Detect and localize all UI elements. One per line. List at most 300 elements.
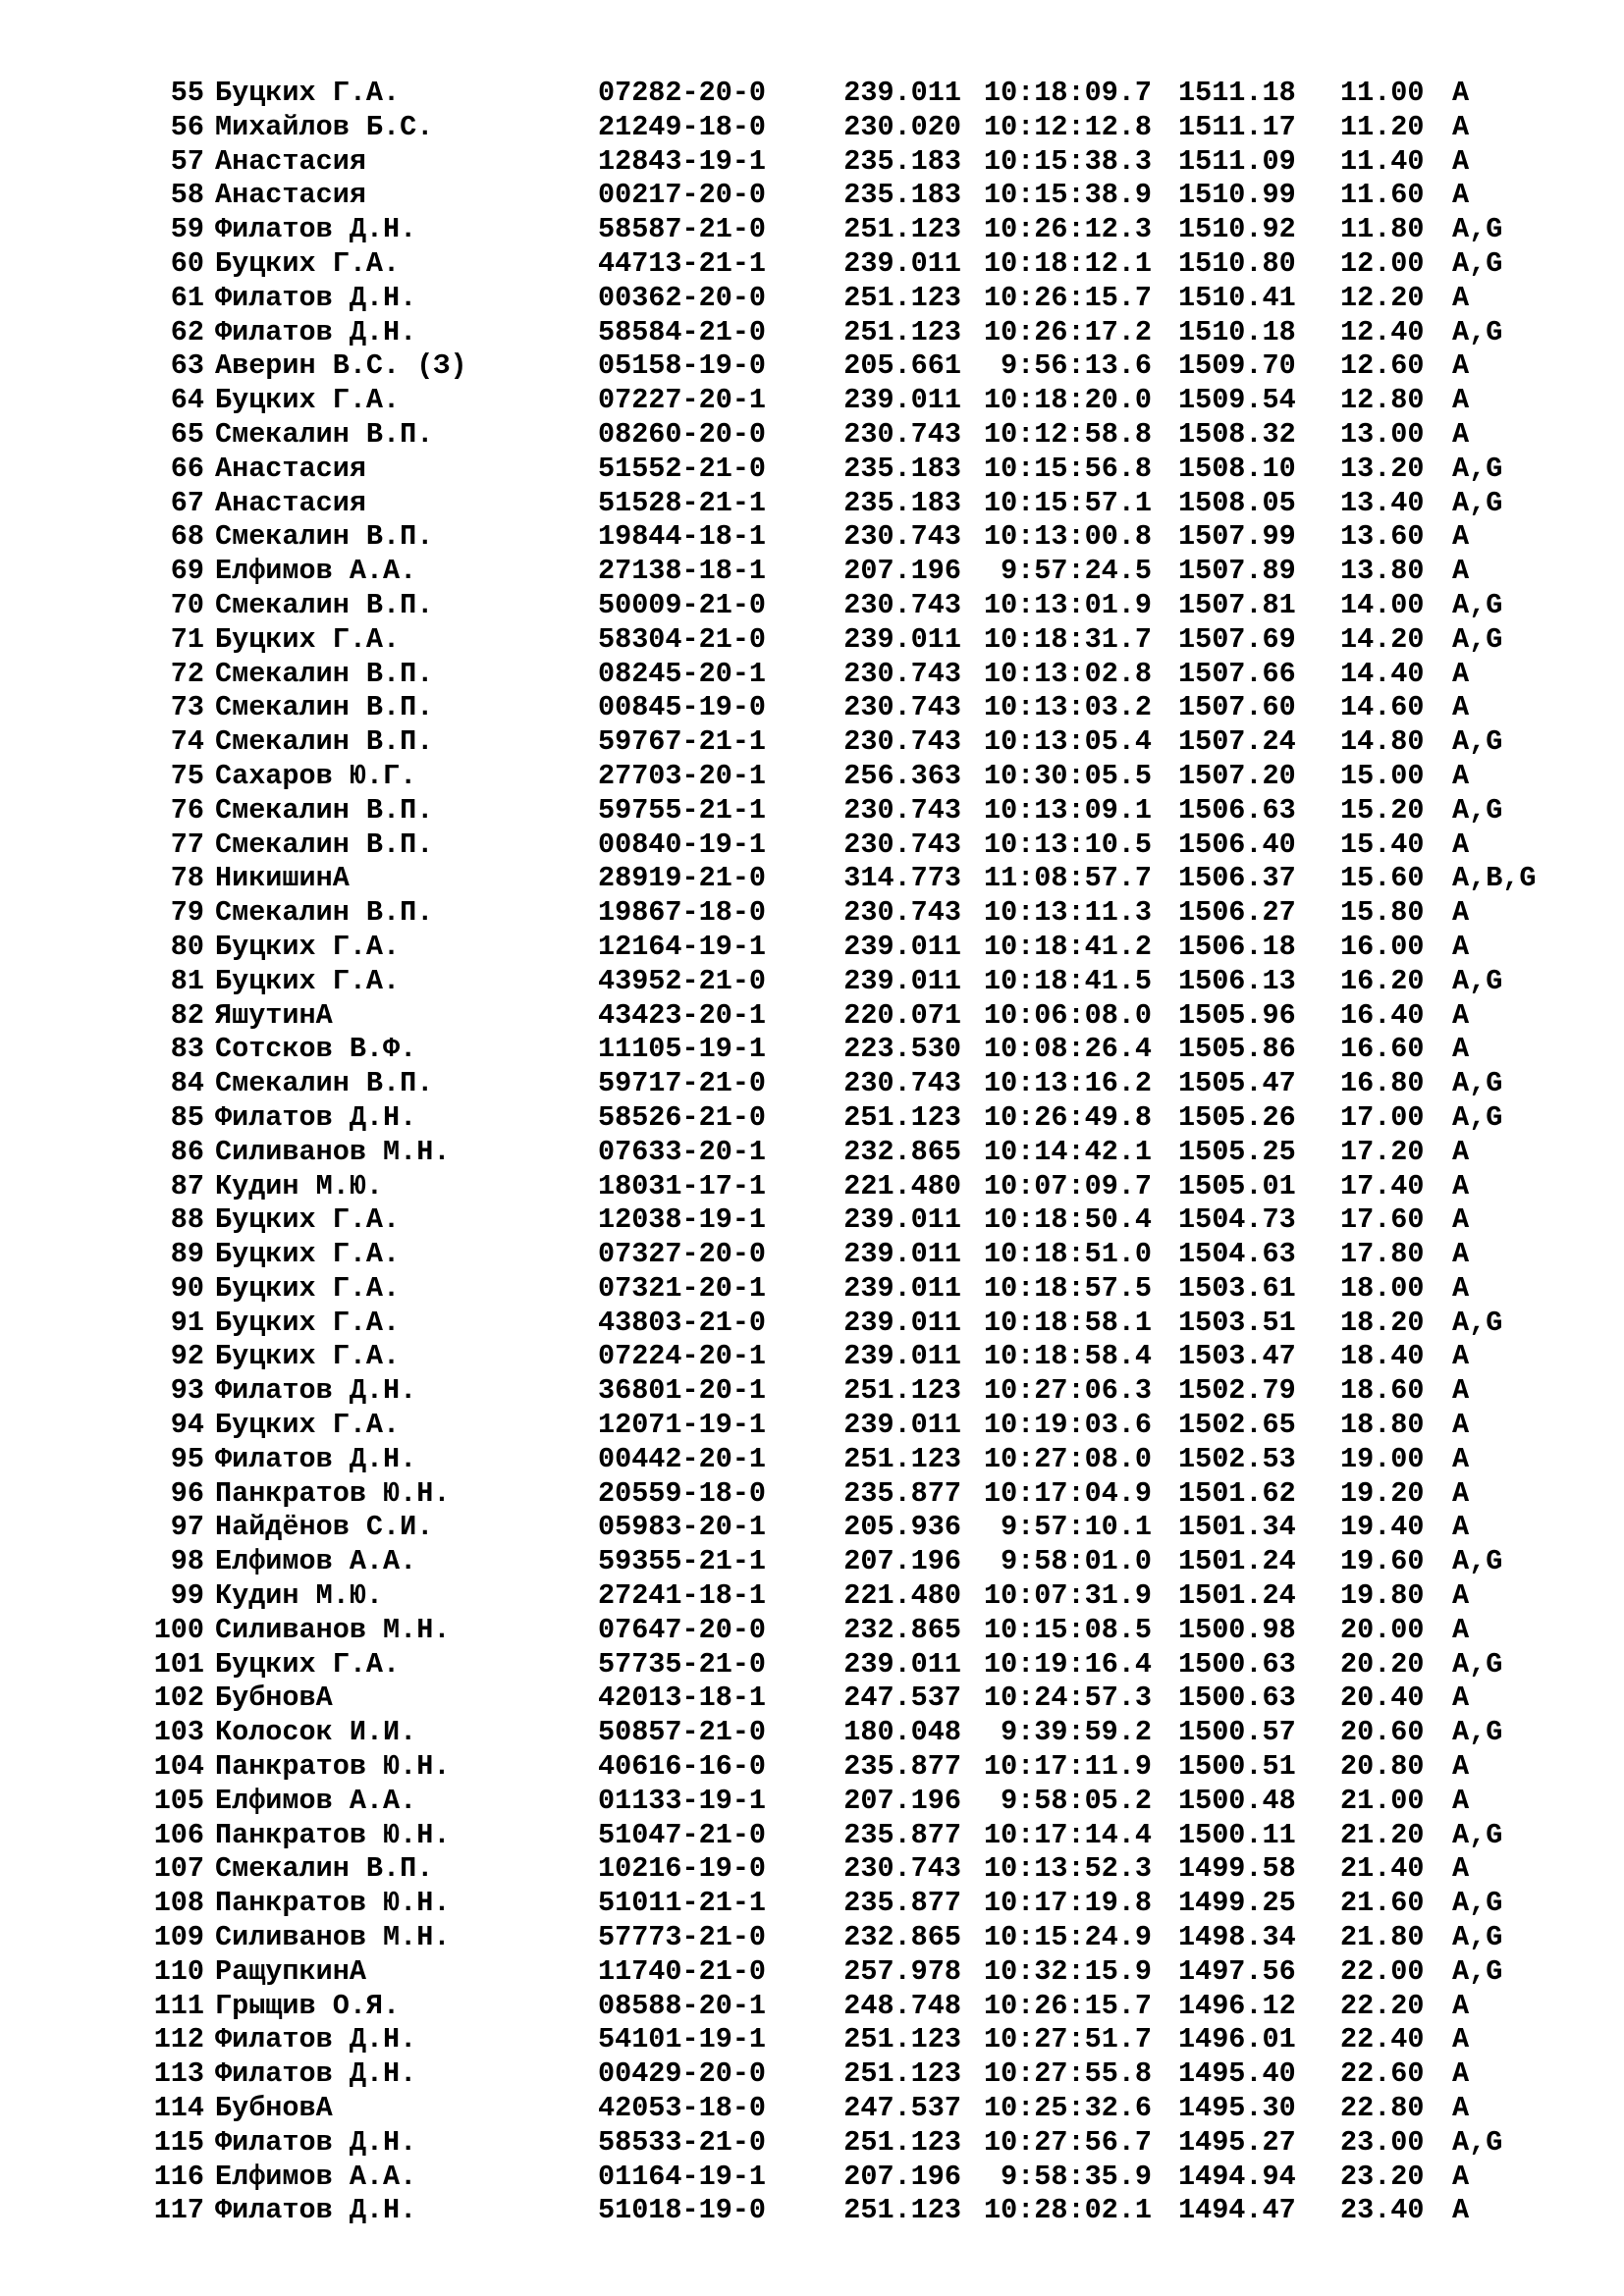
ring-number: 42053-18-0 <box>598 2092 767 2125</box>
arrival-time: 10:18:41.5 <box>983 964 1152 997</box>
speed-value: 1503.61 <box>1178 1271 1296 1305</box>
distance-value: 235.183 <box>843 179 961 212</box>
ring-number: 59355-21-1 <box>598 1545 767 1578</box>
points-value: 11.00 <box>1340 77 1425 109</box>
arrival-time: 10:15:38.3 <box>983 144 1152 178</box>
speed-value: 1504.73 <box>1178 1203 1296 1237</box>
speed-value: 1508.10 <box>1178 452 1296 485</box>
distance-value: 314.773 <box>843 862 961 895</box>
place-number: 55 <box>170 77 204 109</box>
points-value: 20.40 <box>1340 1682 1425 1715</box>
speed-value: 1494.94 <box>1178 2160 1296 2193</box>
distance-value: 230.743 <box>843 691 961 724</box>
ring-number: 58526-21-0 <box>598 1100 767 1134</box>
points-value: 15.20 <box>1340 793 1425 827</box>
group-codes: A,G <box>1452 725 1503 759</box>
fancier-name: Сахаров Ю.Г. <box>215 759 417 792</box>
group-codes: A,G <box>1452 2125 1503 2159</box>
group-codes: A <box>1452 998 1470 1032</box>
place-number: 91 <box>170 1306 204 1339</box>
speed-value: 1509.54 <box>1178 384 1296 417</box>
points-value: 15.00 <box>1340 759 1425 792</box>
group-codes: A <box>1452 1169 1470 1202</box>
ring-number: 08588-20-1 <box>598 1989 767 2022</box>
fancier-name: Панкратов Ю.Н. <box>215 1750 451 1784</box>
distance-value: 251.123 <box>843 1374 961 1408</box>
speed-value: 1501.24 <box>1178 1545 1296 1578</box>
place-number: 95 <box>170 1442 204 1475</box>
ring-number: 07647-20-0 <box>598 1613 767 1646</box>
arrival-time: 10:13:03.2 <box>983 691 1152 724</box>
arrival-time: 10:18:57.5 <box>983 1271 1152 1305</box>
points-value: 22.00 <box>1340 1954 1425 1988</box>
points-value: 16.00 <box>1340 930 1425 963</box>
distance-value: 230.020 <box>843 110 961 143</box>
speed-value: 1496.01 <box>1178 2023 1296 2056</box>
arrival-time: 10:18:20.0 <box>983 384 1152 417</box>
place-number: 63 <box>170 349 204 383</box>
fancier-name: Елфимов А.А. <box>215 1784 417 1817</box>
distance-value: 257.978 <box>843 1954 961 1988</box>
place-number: 67 <box>170 486 204 519</box>
arrival-time: 10:19:03.6 <box>983 1409 1152 1442</box>
ring-number: 01133-19-1 <box>598 1784 767 1817</box>
group-codes: A <box>1452 1579 1470 1613</box>
place-number: 110 <box>153 1954 204 1988</box>
group-codes: A,G <box>1452 622 1503 656</box>
table-row <box>0 1990 1624 2024</box>
speed-value: 1501.34 <box>1178 1511 1296 1544</box>
speed-value: 1502.79 <box>1178 1374 1296 1408</box>
points-value: 12.20 <box>1340 281 1425 314</box>
place-number: 65 <box>170 417 204 451</box>
distance-value: 223.530 <box>843 1033 961 1066</box>
fancier-name: Буцких Г.А. <box>215 1340 401 1373</box>
arrival-time: 9:39:59.2 <box>1001 1716 1152 1749</box>
arrival-time: 10:30:05.5 <box>983 759 1152 792</box>
place-number: 82 <box>170 998 204 1032</box>
fancier-name: Панкратов Ю.Н. <box>215 1476 451 1510</box>
points-value: 22.20 <box>1340 1989 1425 2022</box>
place-number: 59 <box>170 213 204 246</box>
group-codes: A,G <box>1452 213 1503 246</box>
points-value: 14.60 <box>1340 691 1425 724</box>
arrival-time: 10:13:02.8 <box>983 657 1152 690</box>
distance-value: 221.480 <box>843 1169 961 1202</box>
distance-value: 251.123 <box>843 315 961 348</box>
ring-number: 12843-19-1 <box>598 144 767 178</box>
group-codes: A,G <box>1452 452 1503 485</box>
arrival-time: 10:26:12.3 <box>983 213 1152 246</box>
ring-number: 12071-19-1 <box>598 1409 767 1442</box>
points-value: 22.80 <box>1340 2092 1425 2125</box>
table-row <box>0 725 1624 760</box>
arrival-time: 10:18:41.2 <box>983 930 1152 963</box>
group-codes: A <box>1452 2057 1470 2091</box>
ring-number: 07224-20-1 <box>598 1340 767 1373</box>
ring-number: 40616-16-0 <box>598 1750 767 1784</box>
place-number: 79 <box>170 896 204 930</box>
place-number: 73 <box>170 691 204 724</box>
fancier-name: Филатов Д.Н. <box>215 2057 417 2091</box>
place-number: 58 <box>170 179 204 212</box>
arrival-time: 10:13:05.4 <box>983 725 1152 759</box>
fancier-name: Буцких Г.А. <box>215 1306 401 1339</box>
table-row <box>0 453 1624 487</box>
distance-value: 248.748 <box>843 1989 961 2022</box>
place-number: 96 <box>170 1476 204 1510</box>
place-number: 77 <box>170 828 204 861</box>
ring-number: 07633-20-1 <box>598 1135 767 1168</box>
distance-value: 235.877 <box>843 1818 961 1851</box>
arrival-time: 10:18:09.7 <box>983 77 1152 109</box>
ring-number: 00217-20-0 <box>598 179 767 212</box>
table-row <box>0 1750 1624 1785</box>
points-value: 16.80 <box>1340 1067 1425 1100</box>
fancier-name: Буцких Г.А. <box>215 930 401 963</box>
distance-value: 239.011 <box>843 1340 961 1373</box>
speed-value: 1505.25 <box>1178 1135 1296 1168</box>
table-row <box>0 2023 1624 2057</box>
arrival-time: 10:18:50.4 <box>983 1203 1152 1237</box>
fancier-name: Смекалин В.П. <box>215 520 434 554</box>
place-number: 111 <box>153 1989 204 2022</box>
table-row <box>0 349 1624 384</box>
arrival-time: 10:27:08.0 <box>983 1442 1152 1475</box>
table-row <box>0 213 1624 247</box>
ring-number: 05983-20-1 <box>598 1511 767 1544</box>
points-value: 18.40 <box>1340 1340 1425 1373</box>
table-row <box>0 1374 1624 1409</box>
points-value: 13.20 <box>1340 452 1425 485</box>
table-row <box>0 1067 1624 1101</box>
ring-number: 44713-21-1 <box>598 246 767 280</box>
fancier-name: Филатов Д.Н. <box>215 213 417 246</box>
arrival-time: 10:13:09.1 <box>983 793 1152 827</box>
place-number: 102 <box>153 1682 204 1715</box>
speed-value: 1504.63 <box>1178 1238 1296 1271</box>
place-number: 76 <box>170 793 204 827</box>
points-value: 20.60 <box>1340 1716 1425 1749</box>
speed-value: 1506.27 <box>1178 896 1296 930</box>
points-value: 21.40 <box>1340 1852 1425 1886</box>
distance-value: 230.743 <box>843 896 961 930</box>
points-value: 16.20 <box>1340 964 1425 997</box>
ring-number: 51552-21-0 <box>598 452 767 485</box>
speed-value: 1502.65 <box>1178 1409 1296 1442</box>
group-codes: A <box>1452 1613 1470 1646</box>
speed-value: 1507.24 <box>1178 725 1296 759</box>
speed-value: 1505.26 <box>1178 1100 1296 1134</box>
fancier-name: Буцких Г.А. <box>215 384 401 417</box>
arrival-time: 10:32:15.9 <box>983 1954 1152 1988</box>
distance-value: 247.537 <box>843 2092 961 2125</box>
points-value: 21.60 <box>1340 1887 1425 1920</box>
place-number: 97 <box>170 1511 204 1544</box>
distance-value: 230.743 <box>843 657 961 690</box>
distance-value: 230.743 <box>843 417 961 451</box>
fancier-name: Смекалин В.П. <box>215 828 434 861</box>
fancier-name: НикишинА <box>215 862 350 895</box>
arrival-time: 10:13:01.9 <box>983 588 1152 621</box>
fancier-name: Грыщив О.Я. <box>215 1989 401 2022</box>
fancier-name: Смекалин В.П. <box>215 657 434 690</box>
fancier-name: Филатов Д.Н. <box>215 1100 417 1134</box>
ring-number: 28919-21-0 <box>598 862 767 895</box>
fancier-name: Кудин М.Ю. <box>215 1169 384 1202</box>
group-codes: A,G <box>1452 1818 1503 1851</box>
ring-number: 50009-21-0 <box>598 588 767 621</box>
arrival-time: 10:17:11.9 <box>983 1750 1152 1784</box>
points-value: 11.60 <box>1340 179 1425 212</box>
speed-value: 1505.96 <box>1178 998 1296 1032</box>
speed-value: 1500.48 <box>1178 1784 1296 1817</box>
arrival-time: 10:18:58.1 <box>983 1306 1152 1339</box>
speed-value: 1503.47 <box>1178 1340 1296 1373</box>
ring-number: 08260-20-0 <box>598 417 767 451</box>
distance-value: 239.011 <box>843 622 961 656</box>
distance-value: 220.071 <box>843 998 961 1032</box>
speed-value: 1506.40 <box>1178 828 1296 861</box>
arrival-time: 10:07:31.9 <box>983 1579 1152 1613</box>
distance-value: 205.661 <box>843 349 961 383</box>
group-codes: A <box>1452 691 1470 724</box>
place-number: 105 <box>153 1784 204 1817</box>
distance-value: 207.196 <box>843 2160 961 2193</box>
fancier-name: Елфимов А.А. <box>215 2160 417 2193</box>
group-codes: A <box>1452 144 1470 178</box>
group-codes: A <box>1452 1409 1470 1442</box>
distance-value: 230.743 <box>843 520 961 554</box>
arrival-time: 10:27:55.8 <box>983 2057 1152 2091</box>
fancier-name: Филатов Д.Н. <box>215 2194 417 2227</box>
distance-value: 235.877 <box>843 1750 961 1784</box>
table-row <box>0 1921 1624 1955</box>
distance-value: 239.011 <box>843 1409 961 1442</box>
group-codes: A <box>1452 1750 1470 1784</box>
fancier-name: Анастасия <box>215 144 366 178</box>
points-value: 12.60 <box>1340 349 1425 383</box>
fancier-name: Буцких Г.А. <box>215 246 401 280</box>
speed-value: 1501.24 <box>1178 1579 1296 1613</box>
arrival-time: 10:15:08.5 <box>983 1613 1152 1646</box>
table-row <box>0 862 1624 896</box>
fancier-name: Смекалин В.П. <box>215 417 434 451</box>
ring-number: 21249-18-0 <box>598 110 767 143</box>
points-value: 15.80 <box>1340 896 1425 930</box>
speed-value: 1508.05 <box>1178 486 1296 519</box>
distance-value: 232.865 <box>843 1135 961 1168</box>
speed-value: 1495.40 <box>1178 2057 1296 2091</box>
arrival-time: 9:58:35.9 <box>1001 2160 1152 2193</box>
points-value: 20.80 <box>1340 1750 1425 1784</box>
place-number: 115 <box>153 2125 204 2159</box>
speed-value: 1508.32 <box>1178 417 1296 451</box>
fancier-name: РащупкинА <box>215 1954 366 1988</box>
table-row <box>0 1238 1624 1272</box>
place-number: 56 <box>170 110 204 143</box>
arrival-time: 10:08:26.4 <box>983 1033 1152 1066</box>
ring-number: 59755-21-1 <box>598 793 767 827</box>
speed-value: 1507.81 <box>1178 588 1296 621</box>
place-number: 87 <box>170 1169 204 1202</box>
group-codes: A,G <box>1452 1887 1503 1920</box>
group-codes: A <box>1452 179 1470 212</box>
group-codes: A <box>1452 1989 1470 2022</box>
arrival-time: 10:13:52.3 <box>983 1852 1152 1886</box>
arrival-time: 10:18:58.4 <box>983 1340 1152 1373</box>
table-row <box>0 555 1624 589</box>
arrival-time: 10:25:32.6 <box>983 2092 1152 2125</box>
group-codes: A <box>1452 281 1470 314</box>
points-value: 12.40 <box>1340 315 1425 348</box>
distance-value: 230.743 <box>843 828 961 861</box>
ring-number: 10216-19-0 <box>598 1852 767 1886</box>
speed-value: 1511.18 <box>1178 77 1296 109</box>
arrival-time: 9:58:05.2 <box>1001 1784 1152 1817</box>
distance-value: 232.865 <box>843 1921 961 1954</box>
table-row <box>0 1614 1624 1648</box>
group-codes: A <box>1452 1271 1470 1305</box>
distance-value: 235.877 <box>843 1476 961 1510</box>
table-row <box>0 1477 1624 1512</box>
table-row <box>0 1648 1624 1682</box>
arrival-time: 10:26:15.7 <box>983 1989 1152 2022</box>
table-row <box>0 1136 1624 1170</box>
points-value: 13.60 <box>1340 520 1425 554</box>
group-codes: A,G <box>1452 964 1503 997</box>
place-number: 83 <box>170 1033 204 1066</box>
group-codes: A <box>1452 896 1470 930</box>
group-codes: A,G <box>1452 1647 1503 1681</box>
speed-value: 1499.25 <box>1178 1887 1296 1920</box>
speed-value: 1510.92 <box>1178 213 1296 246</box>
distance-value: 251.123 <box>843 2125 961 2159</box>
ring-number: 19867-18-0 <box>598 896 767 930</box>
speed-value: 1500.11 <box>1178 1818 1296 1851</box>
ring-number: 11105-19-1 <box>598 1033 767 1066</box>
speed-value: 1500.57 <box>1178 1716 1296 1749</box>
place-number: 107 <box>153 1852 204 1886</box>
table-row <box>0 1409 1624 1443</box>
group-codes: A <box>1452 2092 1470 2125</box>
group-codes: A <box>1452 349 1470 383</box>
place-number: 108 <box>153 1887 204 1920</box>
table-row <box>0 691 1624 725</box>
ring-number: 11740-21-0 <box>598 1954 767 1988</box>
distance-value: 251.123 <box>843 2194 961 2227</box>
ring-number: 18031-17-1 <box>598 1169 767 1202</box>
group-codes: A <box>1452 1511 1470 1544</box>
speed-value: 1495.27 <box>1178 2125 1296 2159</box>
arrival-time: 10:06:08.0 <box>983 998 1152 1032</box>
fancier-name: Силиванов М.Н. <box>215 1135 451 1168</box>
speed-value: 1501.62 <box>1178 1476 1296 1510</box>
ring-number: 58584-21-0 <box>598 315 767 348</box>
points-value: 14.20 <box>1340 622 1425 656</box>
group-codes: A <box>1452 2023 1470 2056</box>
arrival-time: 9:57:10.1 <box>1001 1511 1152 1544</box>
points-value: 18.60 <box>1340 1374 1425 1408</box>
place-number: 57 <box>170 144 204 178</box>
points-value: 13.00 <box>1340 417 1425 451</box>
points-value: 18.00 <box>1340 1271 1425 1305</box>
ring-number: 08245-20-1 <box>598 657 767 690</box>
table-row <box>0 2057 1624 2092</box>
table-row <box>0 418 1624 453</box>
ring-number: 43952-21-0 <box>598 964 767 997</box>
table-row <box>0 1852 1624 1887</box>
points-value: 17.00 <box>1340 1100 1425 1134</box>
ring-number: 51011-21-1 <box>598 1887 767 1920</box>
fancier-name: Колосок И.И. <box>215 1716 417 1749</box>
distance-value: 230.743 <box>843 793 961 827</box>
group-codes: A <box>1452 1238 1470 1271</box>
arrival-time: 10:12:12.8 <box>983 110 1152 143</box>
arrival-time: 10:15:38.9 <box>983 179 1152 212</box>
fancier-name: ЯшутинА <box>215 998 333 1032</box>
speed-value: 1500.63 <box>1178 1647 1296 1681</box>
distance-value: 232.865 <box>843 1613 961 1646</box>
table-row <box>0 2092 1624 2126</box>
place-number: 70 <box>170 588 204 621</box>
ring-number: 00442-20-1 <box>598 1442 767 1475</box>
distance-value: 251.123 <box>843 2023 961 2056</box>
points-value: 16.60 <box>1340 1033 1425 1066</box>
points-value: 23.40 <box>1340 2194 1425 2227</box>
fancier-name: Филатов Д.Н. <box>215 1442 417 1475</box>
speed-value: 1494.47 <box>1178 2194 1296 2227</box>
arrival-time: 10:13:11.3 <box>983 896 1152 930</box>
ring-number: 00429-20-0 <box>598 2057 767 2091</box>
place-number: 99 <box>170 1579 204 1613</box>
distance-value: 180.048 <box>843 1716 961 1749</box>
distance-value: 230.743 <box>843 725 961 759</box>
speed-value: 1507.89 <box>1178 555 1296 588</box>
group-codes: A <box>1452 2160 1470 2193</box>
fancier-name: БубновА <box>215 1682 333 1715</box>
speed-value: 1510.41 <box>1178 281 1296 314</box>
distance-value: 205.936 <box>843 1511 961 1544</box>
speed-value: 1507.60 <box>1178 691 1296 724</box>
group-codes: A <box>1452 1476 1470 1510</box>
speed-value: 1511.17 <box>1178 110 1296 143</box>
speed-value: 1503.51 <box>1178 1306 1296 1339</box>
distance-value: 230.743 <box>843 588 961 621</box>
speed-value: 1507.20 <box>1178 759 1296 792</box>
group-codes: A,G <box>1452 1100 1503 1134</box>
place-number: 88 <box>170 1203 204 1237</box>
fancier-name: Филатов Д.Н. <box>215 315 417 348</box>
place-number: 72 <box>170 657 204 690</box>
arrival-time: 10:18:31.7 <box>983 622 1152 656</box>
arrival-time: 10:07:09.7 <box>983 1169 1152 1202</box>
table-row <box>0 1887 1624 1921</box>
distance-value: 239.011 <box>843 1306 961 1339</box>
arrival-time: 10:27:56.7 <box>983 2125 1152 2159</box>
ring-number: 05158-19-0 <box>598 349 767 383</box>
arrival-time: 10:14:42.1 <box>983 1135 1152 1168</box>
points-value: 19.40 <box>1340 1511 1425 1544</box>
speed-value: 1509.70 <box>1178 349 1296 383</box>
place-number: 89 <box>170 1238 204 1271</box>
distance-value: 235.183 <box>843 144 961 178</box>
fancier-name: Буцких Г.А. <box>215 1409 401 1442</box>
place-number: 84 <box>170 1067 204 1100</box>
points-value: 19.20 <box>1340 1476 1425 1510</box>
place-number: 98 <box>170 1545 204 1578</box>
place-number: 112 <box>153 2023 204 2056</box>
